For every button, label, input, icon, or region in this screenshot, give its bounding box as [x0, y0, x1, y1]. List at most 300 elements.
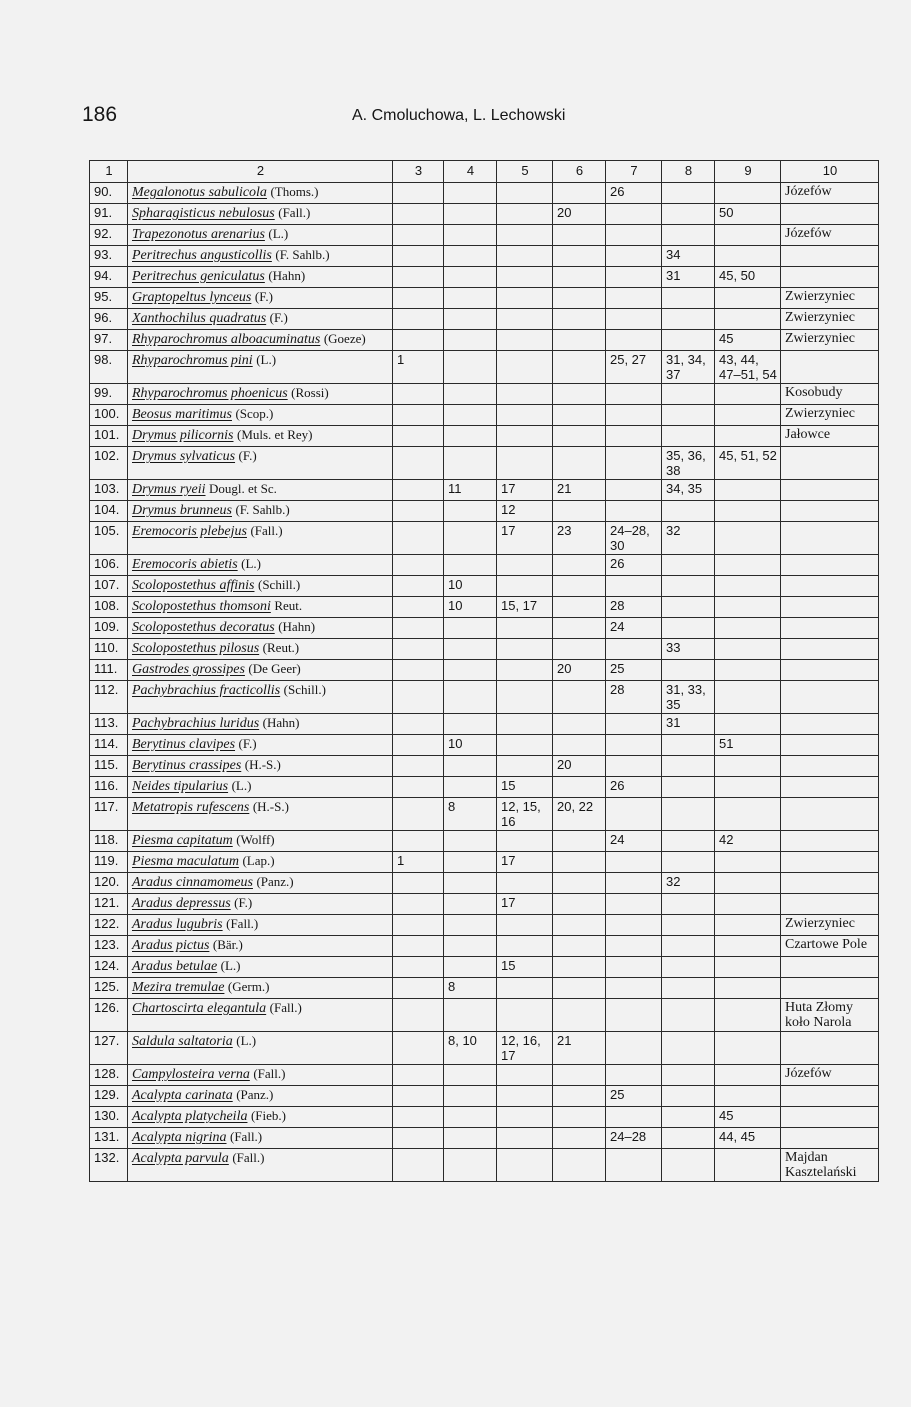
table-row: [90, 183, 879, 204]
value-cell-c9: [715, 957, 781, 978]
column-header-8: 8: [662, 161, 715, 183]
species-name: Campylosteira verna: [132, 1067, 250, 1082]
value-cell-c5: [497, 1128, 553, 1149]
page-header: [82, 103, 852, 133]
value-cell-c5: [497, 756, 553, 777]
row-number: 115.: [90, 756, 128, 777]
locality-cell: [781, 798, 879, 831]
value-cell-c7: [606, 852, 662, 873]
row-number: 117.: [90, 798, 128, 831]
species-cell: [128, 735, 393, 756]
species-name: Scolopostethus thomsoni: [132, 599, 271, 614]
value-cell-c5: [497, 447, 553, 480]
value-cell-c7: 25: [606, 660, 662, 681]
column-header-1: 1: [90, 161, 128, 183]
value-cell-c6: 20: [553, 660, 606, 681]
value-cell-c4: 10: [444, 576, 497, 597]
table-row: [90, 1032, 879, 1065]
value-cell-c4: [444, 618, 497, 639]
value-cell-c6: [553, 405, 606, 426]
value-cell-c8: [662, 597, 715, 618]
value-cell-c5: [497, 735, 553, 756]
value-cell-c4: [444, 999, 497, 1032]
value-cell-c6: 20, 22: [553, 798, 606, 831]
value-cell-c9: [715, 501, 781, 522]
value-cell-c7: [606, 714, 662, 735]
value-cell-c6: [553, 714, 606, 735]
value-cell-c5: [497, 1149, 553, 1182]
species-cell: [128, 204, 393, 225]
table-row: [90, 1149, 879, 1182]
value-cell-c8: [662, 999, 715, 1032]
species-author: (L.): [241, 556, 261, 571]
table-row: [90, 756, 879, 777]
species-author: (Reut.): [262, 640, 300, 655]
species-author: (Fieb.): [250, 1108, 286, 1123]
locality-cell: [781, 267, 879, 288]
value-cell-c3: [393, 522, 444, 555]
species-cell: [128, 1149, 393, 1182]
species-author: (Schill.): [258, 577, 301, 592]
value-cell-c5: [497, 351, 553, 384]
table-header-row: [90, 161, 879, 183]
locality-cell: [781, 894, 879, 915]
value-cell-c8: [662, 894, 715, 915]
value-cell-c8: [662, 555, 715, 576]
species-name: Acalypta nigrina: [132, 1130, 227, 1145]
value-cell-c5: [497, 1065, 553, 1086]
value-cell-c6: 21: [553, 1032, 606, 1065]
value-cell-c8: [662, 618, 715, 639]
value-cell-c7: [606, 576, 662, 597]
species-cell: [128, 351, 393, 384]
value-cell-c4: [444, 351, 497, 384]
value-cell-c7: [606, 447, 662, 480]
value-cell-c3: [393, 1032, 444, 1065]
locality-cell: Zwierzyniec: [781, 288, 879, 309]
species-name: Megalonotus sabulicola: [132, 185, 267, 200]
row-number: 110.: [90, 639, 128, 660]
value-cell-c9: [715, 1086, 781, 1107]
species-name: Pachybrachius luridus: [132, 716, 260, 731]
value-cell-c6: [553, 894, 606, 915]
species-cell: [128, 978, 393, 999]
value-cell-c5: [497, 1107, 553, 1128]
species-author: (L.): [236, 1033, 257, 1048]
species-name: Gastrodes grossipes: [132, 662, 245, 677]
value-cell-c8: [662, 936, 715, 957]
species-author: (F.): [269, 310, 288, 325]
value-cell-c3: [393, 1128, 444, 1149]
row-number: 130.: [90, 1107, 128, 1128]
table-row: [90, 798, 879, 831]
locality-cell: Jałowce: [781, 426, 879, 447]
value-cell-c4: [444, 756, 497, 777]
row-number: 122.: [90, 915, 128, 936]
row-number: 106.: [90, 555, 128, 576]
locality-cell: Zwierzyniec: [781, 309, 879, 330]
value-cell-c3: [393, 1149, 444, 1182]
value-cell-c5: [497, 999, 553, 1032]
value-cell-c3: [393, 597, 444, 618]
value-cell-c9: [715, 576, 781, 597]
value-cell-c8: 31: [662, 714, 715, 735]
value-cell-c5: 15, 17: [497, 597, 553, 618]
locality-cell: Huta Złomy koło Narola: [781, 999, 879, 1032]
value-cell-c7: [606, 1149, 662, 1182]
species-author: (Wolff): [236, 832, 275, 847]
species-cell: [128, 777, 393, 798]
table-row: [90, 204, 879, 225]
value-cell-c3: [393, 447, 444, 480]
value-cell-c7: [606, 735, 662, 756]
row-number: 94.: [90, 267, 128, 288]
value-cell-c4: 10: [444, 597, 497, 618]
value-cell-c4: [444, 204, 497, 225]
row-number: 124.: [90, 957, 128, 978]
value-cell-c8: 35, 36, 38: [662, 447, 715, 480]
species-name: Berytinus crassipes: [132, 758, 242, 773]
value-cell-c3: [393, 246, 444, 267]
row-number: 119.: [90, 852, 128, 873]
value-cell-c4: [444, 225, 497, 246]
species-author: (F.): [238, 736, 257, 751]
locality-cell: Czartowe Pole: [781, 936, 879, 957]
locality-cell: [781, 555, 879, 576]
species-cell: [128, 288, 393, 309]
locality-cell: Józefów: [781, 225, 879, 246]
species-name: Eremocoris abietis: [132, 557, 238, 572]
value-cell-c5: 17: [497, 480, 553, 501]
species-author: (Hahn): [278, 619, 316, 634]
value-cell-c7: [606, 999, 662, 1032]
value-cell-c3: [393, 1065, 444, 1086]
species-cell: [128, 681, 393, 714]
species-name: Peritrechus angusticollis: [132, 248, 272, 263]
value-cell-c8: [662, 1032, 715, 1065]
value-cell-c6: 20: [553, 204, 606, 225]
locality-cell: [781, 1107, 879, 1128]
species-name: Drymus brunneus: [132, 503, 232, 518]
value-cell-c4: [444, 852, 497, 873]
locality-cell: Kosobudy: [781, 384, 879, 405]
value-cell-c8: [662, 1065, 715, 1086]
value-cell-c3: [393, 576, 444, 597]
value-cell-c8: [662, 384, 715, 405]
value-cell-c3: [393, 267, 444, 288]
value-cell-c8: [662, 735, 715, 756]
value-cell-c8: [662, 1149, 715, 1182]
species-name: Spharagisticus nebulosus: [132, 206, 275, 221]
species-author: (Lap.): [242, 853, 275, 868]
species-cell: [128, 501, 393, 522]
locality-cell: [781, 639, 879, 660]
value-cell-c7: [606, 267, 662, 288]
value-cell-c6: [553, 183, 606, 204]
value-cell-c4: [444, 555, 497, 576]
value-cell-c5: 12, 15, 16: [497, 798, 553, 831]
value-cell-c4: [444, 936, 497, 957]
locality-cell: [781, 957, 879, 978]
species-author: Reut.: [274, 598, 303, 613]
locality-cell: [781, 660, 879, 681]
value-cell-c8: 31, 34, 37: [662, 351, 715, 384]
locality-cell: [781, 777, 879, 798]
locality-cell: [781, 1032, 879, 1065]
value-cell-c4: [444, 873, 497, 894]
column-header-10: 10: [781, 161, 879, 183]
value-cell-c5: [497, 681, 553, 714]
species-name: Acalypta carinata: [132, 1088, 233, 1103]
species-name: Scolopostethus pilosus: [132, 641, 260, 656]
species-name: Graptopeltus lynceus: [132, 290, 252, 305]
species-name: Drymus sylvaticus: [132, 449, 236, 464]
locality-cell: [781, 246, 879, 267]
species-name: Piesma maculatum: [132, 854, 239, 869]
species-author: (L.): [220, 958, 241, 973]
row-number: 101.: [90, 426, 128, 447]
value-cell-c6: [553, 681, 606, 714]
species-author: (F. Sahlb.): [235, 502, 290, 517]
column-header-4: 4: [444, 161, 497, 183]
value-cell-c8: [662, 204, 715, 225]
value-cell-c7: [606, 501, 662, 522]
species-cell: [128, 576, 393, 597]
value-cell-c4: [444, 660, 497, 681]
row-number: 93.: [90, 246, 128, 267]
value-cell-c8: [662, 1107, 715, 1128]
species-cell: [128, 831, 393, 852]
value-cell-c5: [497, 384, 553, 405]
value-cell-c6: [553, 267, 606, 288]
species-name: Aradus depressus: [132, 896, 231, 911]
row-number: 92.: [90, 225, 128, 246]
value-cell-c7: [606, 756, 662, 777]
value-cell-c8: 34, 35: [662, 480, 715, 501]
value-cell-c5: [497, 555, 553, 576]
species-cell: [128, 384, 393, 405]
value-cell-c5: [497, 639, 553, 660]
species-author: (Fall.): [226, 916, 259, 931]
species-name: Aradus lugubris: [132, 917, 223, 932]
species-cell: [128, 480, 393, 501]
value-cell-c5: 17: [497, 522, 553, 555]
table-row: [90, 999, 879, 1032]
value-cell-c9: [715, 480, 781, 501]
table-row: [90, 831, 879, 852]
value-cell-c8: [662, 330, 715, 351]
value-cell-c3: [393, 798, 444, 831]
table-row: [90, 1086, 879, 1107]
row-number: 121.: [90, 894, 128, 915]
value-cell-c3: [393, 714, 444, 735]
table-row: [90, 957, 879, 978]
value-cell-c4: [444, 831, 497, 852]
value-cell-c8: [662, 777, 715, 798]
row-number: 90.: [90, 183, 128, 204]
value-cell-c8: [662, 957, 715, 978]
row-number: 114.: [90, 735, 128, 756]
value-cell-c6: [553, 618, 606, 639]
locality-cell: [781, 756, 879, 777]
value-cell-c8: [662, 288, 715, 309]
species-name: Drymus pilicornis: [132, 428, 234, 443]
value-cell-c7: [606, 1032, 662, 1065]
value-cell-c8: 33: [662, 639, 715, 660]
row-number: 118.: [90, 831, 128, 852]
value-cell-c3: [393, 777, 444, 798]
species-cell: [128, 1065, 393, 1086]
species-cell: [128, 555, 393, 576]
value-cell-c9: [715, 183, 781, 204]
value-cell-c9: [715, 777, 781, 798]
value-cell-c7: 26: [606, 777, 662, 798]
species-cell: [128, 798, 393, 831]
locality-cell: [781, 714, 879, 735]
value-cell-c9: [715, 999, 781, 1032]
value-cell-c5: [497, 204, 553, 225]
value-cell-c6: [553, 777, 606, 798]
value-cell-c3: [393, 915, 444, 936]
species-name: Beosus maritimus: [132, 407, 232, 422]
value-cell-c4: [444, 957, 497, 978]
table-row: [90, 288, 879, 309]
value-cell-c8: 32: [662, 522, 715, 555]
value-cell-c7: [606, 480, 662, 501]
value-cell-c8: [662, 426, 715, 447]
table-row: [90, 894, 879, 915]
value-cell-c3: [393, 309, 444, 330]
value-cell-c6: [553, 936, 606, 957]
value-cell-c9: [715, 618, 781, 639]
value-cell-c9: [715, 1032, 781, 1065]
value-cell-c6: [553, 873, 606, 894]
value-cell-c5: [497, 330, 553, 351]
locality-cell: [781, 873, 879, 894]
value-cell-c4: [444, 309, 497, 330]
value-cell-c7: 25, 27: [606, 351, 662, 384]
value-cell-c6: [553, 309, 606, 330]
row-number: 109.: [90, 618, 128, 639]
value-cell-c7: 25: [606, 1086, 662, 1107]
value-cell-c3: [393, 330, 444, 351]
value-cell-c8: [662, 405, 715, 426]
value-cell-c3: [393, 501, 444, 522]
value-cell-c3: 1: [393, 351, 444, 384]
running-head-authors: A. Cmoluchowa, L. Lechowski: [352, 107, 566, 124]
row-number: 97.: [90, 330, 128, 351]
species-author: (L.): [268, 226, 289, 241]
species-name: Aradus cinnamomeus: [132, 875, 253, 890]
value-cell-c7: 28: [606, 681, 662, 714]
value-cell-c9: [715, 681, 781, 714]
table-row: [90, 978, 879, 999]
value-cell-c5: [497, 426, 553, 447]
row-number: 129.: [90, 1086, 128, 1107]
value-cell-c5: [497, 873, 553, 894]
value-cell-c8: [662, 660, 715, 681]
value-cell-c7: [606, 330, 662, 351]
value-cell-c5: [497, 225, 553, 246]
value-cell-c7: [606, 204, 662, 225]
species-author: (Panz.): [236, 1087, 274, 1102]
species-author: (F.): [234, 895, 253, 910]
table-row: [90, 735, 879, 756]
species-author: (Bär.): [212, 937, 243, 952]
species-author: (Schill.): [283, 682, 326, 697]
species-author: (De Geer): [248, 661, 301, 676]
locality-cell: [781, 204, 879, 225]
value-cell-c4: [444, 384, 497, 405]
value-cell-c9: [715, 894, 781, 915]
value-cell-c4: [444, 522, 497, 555]
value-cell-c9: 44, 45: [715, 1128, 781, 1149]
species-cell: [128, 183, 393, 204]
species-author: (Scop.): [235, 406, 274, 421]
species-author: (Goeze): [323, 331, 366, 346]
row-number: 116.: [90, 777, 128, 798]
value-cell-c9: [715, 246, 781, 267]
value-cell-c3: [393, 957, 444, 978]
locality-cell: [781, 576, 879, 597]
value-cell-c6: [553, 384, 606, 405]
table-row: [90, 447, 879, 480]
row-number: 98.: [90, 351, 128, 384]
value-cell-c3: [393, 681, 444, 714]
value-cell-c9: 43, 44, 47–51, 54: [715, 351, 781, 384]
value-cell-c3: [393, 936, 444, 957]
value-cell-c4: [444, 681, 497, 714]
locality-cell: [781, 735, 879, 756]
value-cell-c6: [553, 555, 606, 576]
locality-cell: [781, 501, 879, 522]
table-row: [90, 330, 879, 351]
value-cell-c9: [715, 405, 781, 426]
species-author: (Fall.): [269, 1000, 302, 1015]
value-cell-c6: [553, 735, 606, 756]
species-cell: [128, 852, 393, 873]
value-cell-c7: [606, 798, 662, 831]
table-row: [90, 405, 879, 426]
value-cell-c4: [444, 447, 497, 480]
column-header-6: 6: [553, 161, 606, 183]
species-name: Neides tipularius: [132, 779, 229, 794]
species-author: (Fall.): [278, 205, 311, 220]
value-cell-c5: [497, 288, 553, 309]
value-cell-c7: [606, 225, 662, 246]
value-cell-c8: [662, 852, 715, 873]
locality-cell: Józefów: [781, 1065, 879, 1086]
value-cell-c8: [662, 309, 715, 330]
species-cell: [128, 597, 393, 618]
value-cell-c3: [393, 1086, 444, 1107]
value-cell-c9: 45: [715, 1107, 781, 1128]
value-cell-c7: [606, 405, 662, 426]
locality-cell: [781, 522, 879, 555]
table-row: [90, 522, 879, 555]
value-cell-c7: 24: [606, 831, 662, 852]
species-author: (Hahn): [268, 268, 306, 283]
species-name: Mezira tremulae: [132, 980, 225, 995]
species-name: Scolopostethus decoratus: [132, 620, 275, 635]
value-cell-c3: [393, 384, 444, 405]
value-cell-c9: [715, 873, 781, 894]
value-cell-c8: [662, 831, 715, 852]
species-author: (F.): [254, 289, 273, 304]
value-cell-c3: [393, 426, 444, 447]
row-number: 111.: [90, 660, 128, 681]
value-cell-c9: [715, 1149, 781, 1182]
